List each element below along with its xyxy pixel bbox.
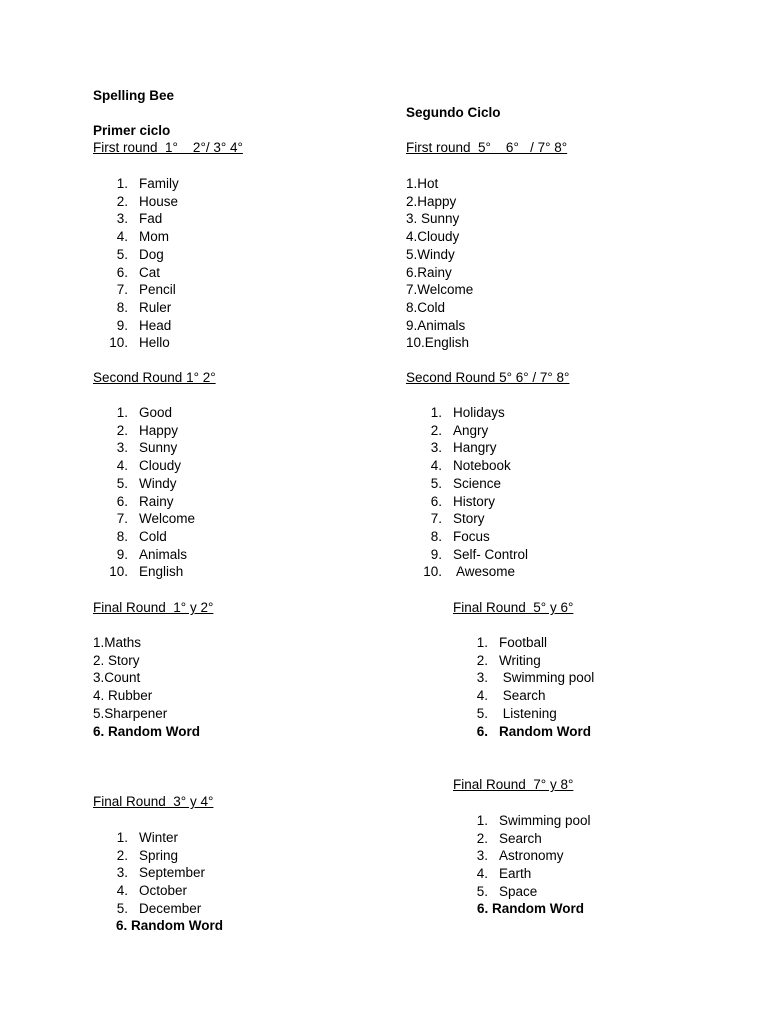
list-item-number: 6. [430, 494, 442, 509]
list-item-word: History [453, 494, 496, 509]
right-first-round-label: First round 5° 6° / 7° 8° [406, 140, 568, 155]
list-item-number: 3. [116, 865, 128, 880]
list-item-word: Angry [453, 423, 489, 438]
list-item-number: 1. [116, 405, 128, 420]
list-item-number: 2. [116, 423, 128, 438]
list-item-word: Pencil [139, 282, 176, 297]
list-item-number: 1. [116, 176, 128, 191]
list-item-number: 1. [430, 405, 442, 420]
list-item-number: 8. [116, 529, 128, 544]
list-item-word: Dog [139, 247, 164, 262]
list-item-number: 5. [116, 476, 128, 491]
list-item-number: 6. [476, 724, 488, 739]
list-item-word: Writing [499, 653, 541, 668]
list-item-number: 6. [116, 494, 128, 509]
list-item-number: 5. [430, 476, 442, 491]
list-item: 5.Windy [406, 247, 455, 262]
list-item: 9.Animals [406, 318, 466, 333]
list-item-number: 1. [476, 813, 488, 828]
list-item-word: Mom [139, 229, 169, 244]
list-item-word: Winter [139, 830, 179, 845]
list-item-word: Swimming pool [499, 670, 595, 685]
list-item-word: Cold [139, 529, 167, 544]
list-item-number: 5. [116, 247, 128, 262]
list-item-number: 5. [116, 901, 128, 916]
list-item-word: Family [139, 176, 179, 191]
list-item-number: 2. [430, 423, 442, 438]
list-item: 7.Welcome [406, 282, 474, 297]
list-item-number: 1. [116, 830, 128, 845]
list-item-number: 1. [476, 635, 488, 650]
list-item: 5.Sharpener [93, 706, 168, 721]
list-item-number: 2. [476, 831, 488, 846]
list-item-word: Notebook [453, 458, 511, 473]
list-item-number: 5. [476, 706, 488, 721]
list-item-word: Holidays [453, 405, 505, 420]
list-item-word: Sunny [139, 440, 178, 455]
list-item-word: Earth [499, 866, 532, 881]
list-item-number: 3. [476, 848, 488, 863]
list-item-number: 4. [116, 229, 128, 244]
list-item-word: Story [453, 511, 485, 526]
list-item-word: Welcome [139, 511, 196, 526]
list-item: 4.Cloudy [406, 229, 460, 244]
list-item-word: October [139, 883, 188, 898]
list-item-number: 10. [109, 335, 128, 350]
list-item-number: 3. [430, 440, 442, 455]
list-item-word: Windy [139, 476, 177, 491]
list-item-word: Cloudy [139, 458, 182, 473]
list-item-word: Animals [139, 547, 188, 562]
list-item-number: 3. [476, 670, 488, 685]
list-item-number: 6. [116, 265, 128, 280]
list-item-number: 9. [430, 547, 442, 562]
list-item-word: September [139, 865, 206, 880]
list-item-number: 8. [116, 300, 128, 315]
list-item-word: Football [499, 635, 548, 650]
left-heading: Primer ciclo [93, 123, 171, 138]
list-item-number: 9. [116, 318, 128, 333]
right-heading: Segundo Ciclo [406, 105, 501, 120]
list-item-word: Science [453, 476, 502, 491]
list-item-number: 3. [116, 440, 128, 455]
list-item-word: Ruler [139, 300, 172, 315]
left-final-round-12-label: Final Round 1° y 2° [93, 600, 214, 615]
list-item-number: 3. [116, 211, 128, 226]
left-first-round-label: First round 1° 2°/ 3° 4° [93, 140, 243, 155]
document-title: Spelling Bee [93, 88, 175, 103]
left-second-round-label: Second Round 1° 2° [93, 370, 216, 385]
list-item-word: Happy [139, 423, 179, 438]
list-item: 10.English [406, 335, 470, 350]
list-item-word: Head [139, 318, 172, 333]
list-item-word: December [139, 901, 202, 916]
list-item-number: 10. [109, 564, 128, 579]
list-item-number: 4. [476, 688, 488, 703]
list-item-word: Self- Control [453, 547, 529, 562]
list-item-word: Fad [139, 211, 163, 226]
list-item-number: 10. [423, 564, 442, 579]
list-item: 2. Story [93, 653, 140, 668]
list-item-word: Spring [139, 848, 179, 863]
list-item-number: 2. [116, 194, 128, 209]
list-item: 4. Rubber [93, 688, 153, 703]
list-item-word: Search [499, 688, 546, 703]
left-final-round-12-random: 6. Random Word [93, 724, 201, 739]
list-item-number: 4. [430, 458, 442, 473]
list-item: 1.Maths [93, 635, 142, 650]
list-item-word: Random Word [499, 724, 591, 739]
list-item-word: Listening [499, 706, 557, 721]
list-item-word: Hello [139, 335, 170, 350]
list-item-word: Swimming pool [499, 813, 591, 828]
list-item-word: Search [499, 831, 542, 846]
list-item-number: 5. [476, 884, 488, 899]
list-item-word: Awesome [453, 564, 516, 579]
list-item-word: Space [499, 884, 538, 899]
left-final-round-34-random: 6. Random Word [116, 918, 224, 933]
list-item: 6.Rainy [406, 265, 452, 280]
list-item-number: 4. [116, 458, 128, 473]
right-final-round-78-label: Final Round 7° y 8° [453, 777, 574, 792]
list-item-word: English [139, 564, 184, 579]
list-item-word: Hangry [453, 440, 497, 455]
list-item-number: 8. [430, 529, 442, 544]
list-item-number: 4. [476, 866, 488, 881]
list-item-number: 2. [476, 653, 488, 668]
list-item-word: Good [139, 405, 173, 420]
right-final-round-56-label: Final Round 5° y 6° [453, 600, 574, 615]
list-item: 8.Cold [406, 300, 446, 315]
list-item-number: 9. [116, 547, 128, 562]
list-item: 3. Sunny [406, 211, 460, 226]
left-final-round-34-label: Final Round 3° y 4° [93, 794, 214, 809]
list-item-word: Rainy [139, 494, 174, 509]
list-item: 1.Hot [406, 176, 439, 191]
list-item-word: Focus [453, 529, 490, 544]
list-item-word: House [139, 194, 179, 209]
list-item: 2.Happy [406, 194, 457, 209]
list-item-number: 4. [116, 883, 128, 898]
right-final-round-78-random: 6. Random Word [477, 901, 585, 916]
list-item-number: 7. [430, 511, 442, 526]
list-item-number: 7. [116, 282, 128, 297]
list-item-word: Astronomy [499, 848, 564, 863]
list-item: 3.Count [93, 670, 141, 685]
list-item-word: Cat [139, 265, 161, 280]
list-item-number: 2. [116, 848, 128, 863]
list-item-number: 7. [116, 511, 128, 526]
right-second-round-label: Second Round 5° 6° / 7° 8° [406, 370, 570, 385]
